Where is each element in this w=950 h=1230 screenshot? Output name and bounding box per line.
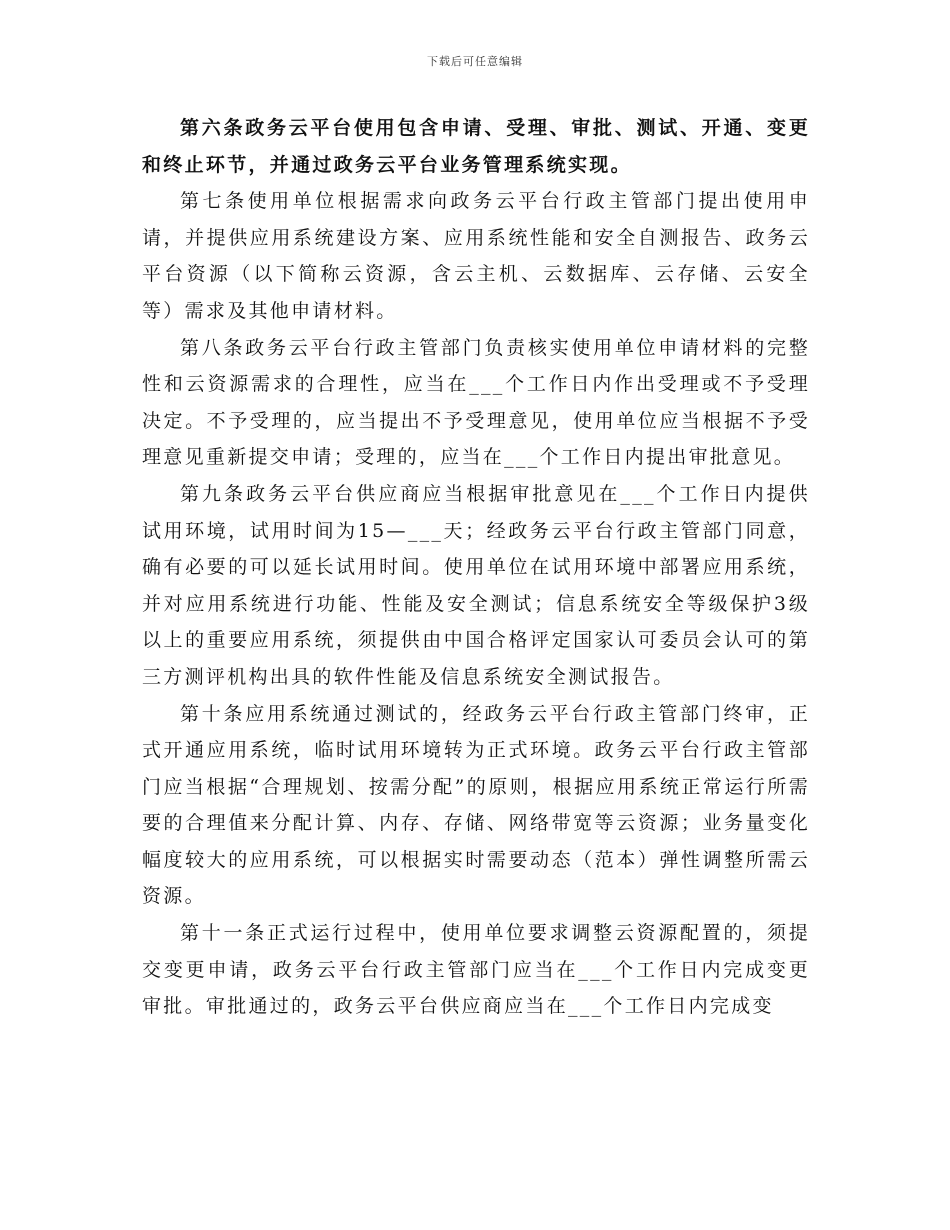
article-7: 第七条使用单位根据需求向政务云平台行政主管部门提出使用申请，并提供应用系统建设方案、应用系统性能和安全自测报告、政务云平台资源（以下简称云资源，含云主机、云数据库、云存储、云安全等）需求及其他申请材料。 bbox=[142, 190, 810, 322]
document-body bbox=[142, 110, 810, 1025]
article-6: 第六条政务云平台使用包含申请、受理、审批、测试、开通、变更和终止环节，并通过政务云平台业务管理系统实现。 bbox=[142, 117, 810, 176]
article-10: 第十条应用系统通过测试的，经政务云平台行政主管部门终审，正式开通应用系统，临时试用环境转为正式环境。政务云平台行政主管部门应当根据“合理规划、按需分配”的原则，根据应用系统正常运行所需要的合理值来分配计算、内存、存储、网络带宽等云资源；业务量变化幅度较大的应用系统，可以根据实时需要动态（范本）弹性调整所需云资源。 bbox=[142, 702, 810, 908]
article-9: 第九条政务云平台供应商应当根据审批意见在___个工作日内提供试用环境，试用时间为15—___天；经政务云平台行政主管部门同意，确有必要的可以延长试用时间。使用单位在试用环境中部署应用系统，并对应用系统进行功能、性能及安全测试；信息系统安全等级保护3级以上的重要应用系统，须提供由中国合格评定国家认可委员会认可的第三方测评机构出具的软件性能及信息系统安全测试报告。 bbox=[142, 482, 810, 688]
article-11: 第十一条正式运行过程中，使用单位要求调整云资源配置的，须提交变更申请，政务云平台行政主管部门应当在___个工作日内完成变更审批。审批通过的，政务云平台供应商应当在___个工作日内完成变 bbox=[142, 922, 810, 1018]
article-8: 第八条政务云平台行政主管部门负责核实使用单位申请材料的完整性和云资源需求的合理性，应当在___个工作日内作出受理或不予受理决定。不予受理的，应当提出不予受理意见，使用单位应当根据不予受理意见重新提交申请；受理的，应当在___个工作日内提出审批意见。 bbox=[142, 336, 810, 469]
page-header: 下载后可任意编辑 bbox=[427, 55, 523, 68]
